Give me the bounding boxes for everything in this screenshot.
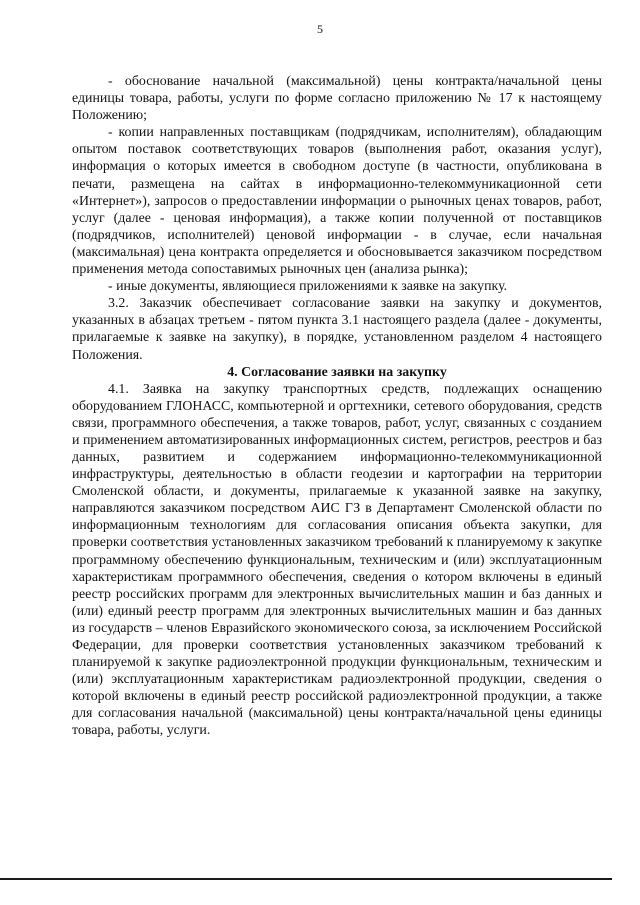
document-body (72, 73, 602, 740)
page-number: 5 (317, 22, 323, 36)
paragraph-other-documents: - иные документы, являющиеся приложениями к заявке на закупку. (108, 279, 508, 295)
paragraph-justification-form: - обоснование начальной (максимальной) цены контракта/начальной цены единицы товара, работы, услуги по форме согласно приложению № 17 к настоящему Положению; (72, 74, 602, 124)
paragraph-clause-3-2: 3.2. Заказчик обеспечивает согласование заявки на закупку и документов, указанных в абзацах третьем - пятом пункта 3.1 настоящего раздела (далее - документы, прилагаемые к заявке на закупку), в порядке, установленном разделом 4 настоящего Положения. (72, 296, 602, 363)
paragraph-clause-4-1: 4.1. Заявка на закупку транспортных средств, подлежащих оснащению оборудованием ГЛОНАСС, компьютерной и оргтехники, сетевого оборудования, средств связи, программного обеспечения, а также товаров, работ, услуг, связанных с созданием и применением автоматизированных информационных систем, регистров, реестров и баз данных, развитием и содержанием информационно-телекоммуникационной инфраструктуры, деятельностью в области геодезии и картографии на территории Смоленской области, и документы, прилагаемые к указанной заявке на закупку, направляются заказчиком посредством АИС ГЗ в Департамент Смоленской области по информационным технологиям для согласования описания объекта закупки, для проверки соответствия установленных заказчиком требований к планируемому к закупке программному обеспечению функциональным, техническим и (или) эксплуатационным характеристикам программного обеспечения, сведения о котором включены в единый реестр российских программ для электронных вычислительных машин и баз данных и (или) единый реестр программ для электронных вычислительных машин и баз данных из государств – членов Евразийского экономического союза, за исключением Российской Федерации, для проверки соответствия установленных заказчиком требований к планируемой к закупке радиоэлектронной продукции функциональным, техническим и (или) эксплуатационным характеристикам радиоэлектронной продукции, сведения о которой включены в единый реестр российской радиоэлектронной продукции, а также для согласования начальной (максимальной) цены контракта/начальной цены единицы товара, работы, услуги. (72, 381, 602, 739)
paragraph-supplier-requests: - копии направленных поставщикам (подрядчикам, исполнителям), обладающим опытом поставок соответствующих товаров (выполнения работ, оказания услуг), информация о которых имеется в свободном доступе (в частности, опубликована в печати, размещена на сайтах в информационно-телекоммуникационной сети «Интернет»), запросов о предоставлении информации о рыночных ценах товаров, работ, услуг (далее - ценовая информация), а также копии полученной от поставщиков (подрядчиков, исполнителей) ценовой информации - в случае, если начальная (максимальная) цена контракта определяется и обосновывается заказчиком посредством применения метода сопоставимых рыночных цен (анализа рынка); (72, 125, 602, 278)
footer-divider (0, 878, 612, 880)
section-title: 4. Согласование заявки на закупку (227, 364, 447, 380)
